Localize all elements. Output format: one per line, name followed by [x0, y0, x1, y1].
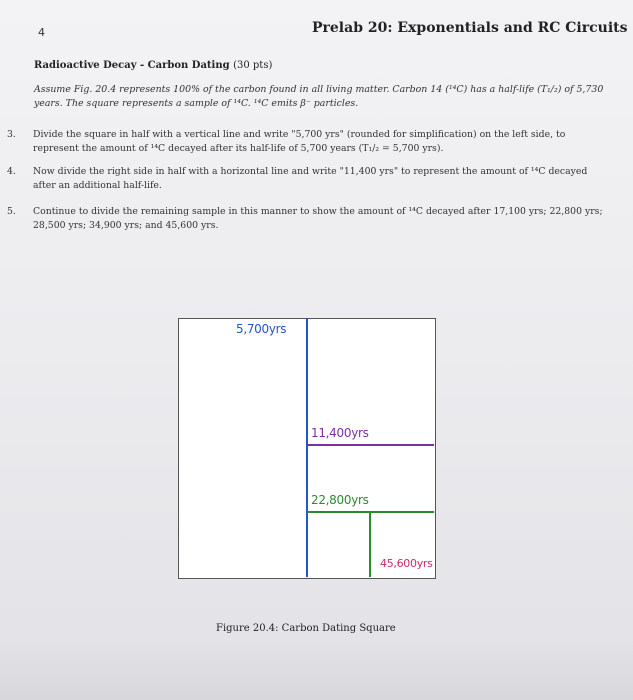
half-life-divider-1	[306, 318, 308, 577]
annotation-45600: 45,600yrs	[380, 557, 433, 570]
instruction-item-3	[7, 128, 605, 156]
item-text: Divide the square in half with a vertical line and write "5,700 yrs" (rounded for simplification) on the left side, to represent the amount of ¹⁴C decayed after its half-life of 5,700 years (T₁/₂ = 5,700 yrs).	[33, 129, 566, 154]
section-heading-text: Radioactive Decay - Carbon Dating	[34, 60, 230, 71]
page-number: 4	[38, 26, 45, 39]
item-number: 5.	[7, 206, 16, 217]
page-shadow	[0, 640, 633, 700]
figure-caption: Figure 20.4: Carbon Dating Square	[216, 623, 396, 634]
instruction-item-4	[7, 165, 605, 193]
annotation-11400: 11,400yrs	[311, 426, 369, 440]
item-text: Continue to divide the remaining sample in this manner to show the amount of ¹⁴C decayed after 17,100 yrs; 22,800 yrs; 28,500 yrs; 34,900 yrs; and 45,600 yrs.	[33, 206, 603, 231]
half-life-divider-2	[307, 444, 434, 446]
annotation-5700: 5,700yrs	[236, 322, 287, 336]
item-number: 4.	[7, 166, 16, 177]
annotation-22800: 22,800yrs	[311, 493, 369, 507]
item-text: Now divide the right side in half with a horizontal line and write "11,400 yrs" to represent the amount of ¹⁴C decayed after an additional half-life.	[33, 166, 588, 191]
page-title: Prelab 20: Exponentials and RC Circuits	[312, 20, 628, 36]
section-points: (30 pts)	[233, 60, 273, 71]
section-heading	[34, 60, 272, 71]
intro-paragraph: Assume Fig. 20.4 represents 100% of the carbon found in all living matter. Carbon 14 (¹⁴C) has a half-life (T₁/₂) of 5,730 years. The square represents a sample of ¹⁴C. ¹⁴C emits β⁻ particles.	[34, 84, 604, 109]
half-life-divider-4	[369, 512, 371, 577]
instruction-item-5	[7, 205, 605, 233]
item-number: 3.	[7, 129, 16, 140]
